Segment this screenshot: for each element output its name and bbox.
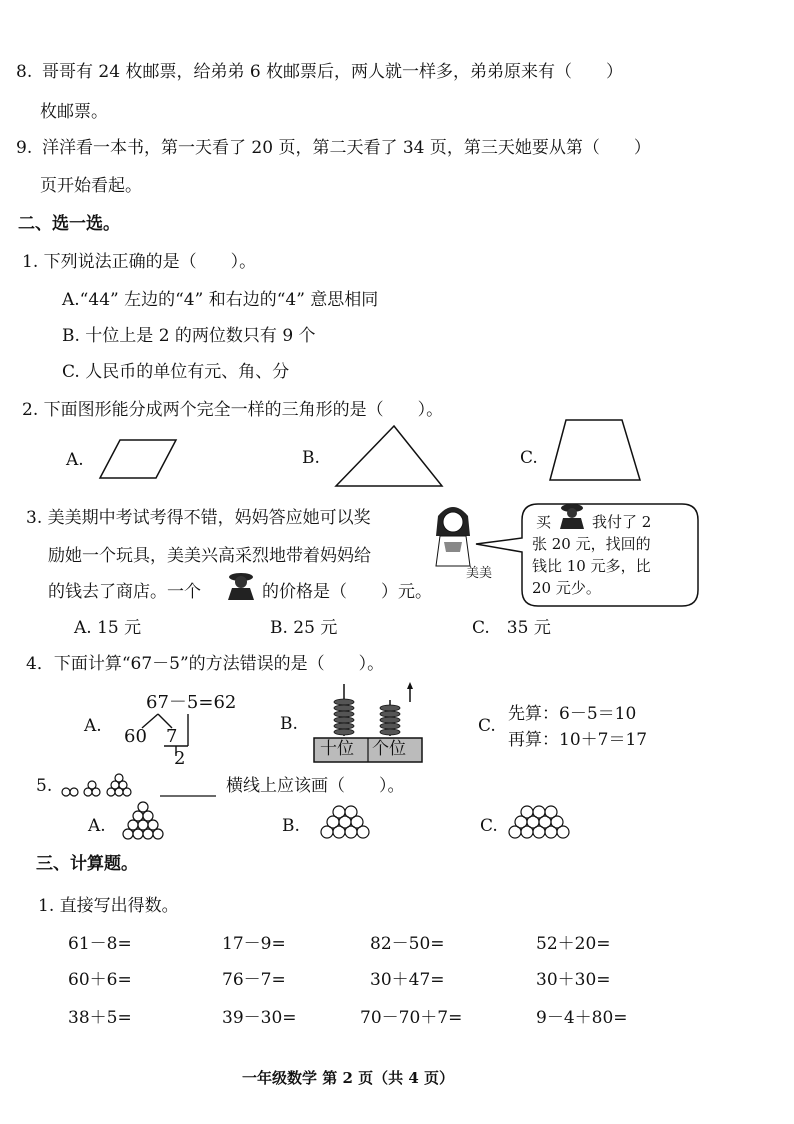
abacus-tens-label: 十位 xyxy=(320,739,354,759)
bubble-text-line3: 钱比 10 元多，比 xyxy=(532,557,651,575)
parallelogram-shape xyxy=(98,438,178,482)
section3-title: 三、计算题。 xyxy=(36,854,138,874)
s2-q1-option-b: B. 十位上是 2 的两位数只有 9 个 xyxy=(62,326,316,346)
s2-q3-option-c: C. 35 元 xyxy=(472,618,551,638)
q8-text-line2: 枚邮票。 xyxy=(40,102,108,122)
calc-r1-c4: 52＋20= xyxy=(536,934,611,954)
bubble-text-b: 我付了 2 xyxy=(592,513,652,531)
girl-name-label: 美美 xyxy=(466,566,493,581)
circle-triangle-option-a xyxy=(122,802,162,840)
toy-doll-icon xyxy=(226,570,256,602)
calc-r3-c1: 38＋5= xyxy=(68,1008,132,1028)
bubble-text-a: 买 xyxy=(536,513,552,531)
s2-q3-line2: 励她一个玩具，美美兴高采烈地带着妈妈给 xyxy=(48,546,371,566)
trapezoid-shape xyxy=(548,418,642,482)
s2-q3-line1: 3. 美美期中考试考得不错，妈妈答应她可以奖 xyxy=(26,508,371,528)
calc-r2-c3: 30＋47= xyxy=(370,970,445,990)
s2-q2-stem: 2. 下面图形能分成两个完全一样的三角形的是（ ）。 xyxy=(22,400,444,420)
method-c-line1: 先算：6－5＝10 xyxy=(508,704,637,724)
s2-q5-label-b: B. xyxy=(282,816,300,836)
page-footer: 一年级数学 第 2 页（共 4 页） xyxy=(242,1069,454,1087)
s2-q3-line3a: 的钱去了商店。一个 xyxy=(48,582,201,602)
s2-q2-label-c: C. xyxy=(520,448,538,468)
calc-r3-c3: 70－70＋7= xyxy=(360,1008,463,1028)
abacus-ones-label: 个位 xyxy=(372,739,406,759)
method-a-equation: 67－5=62 xyxy=(146,692,237,713)
calc-r3-c2: 39－30= xyxy=(222,1008,297,1028)
method-a-2: 2 xyxy=(174,748,186,769)
method-a-60: 60 xyxy=(124,726,147,747)
circle-triangle-option-c xyxy=(508,804,570,840)
s2-q4-label-c: C. xyxy=(478,716,496,736)
circle-pattern-sequence xyxy=(60,770,220,798)
s2-q2-label-b: B. xyxy=(302,448,320,468)
calc-r2-c2: 76－7= xyxy=(222,970,286,990)
q8-text-line1: 哥哥有 24 枚邮票，给弟弟 6 枚邮票后，两人就一样多，弟弟原来有（ ） xyxy=(42,62,624,82)
bubble-text-line4: 20 元少。 xyxy=(532,579,601,597)
s2-q5-number: 5. xyxy=(36,776,53,796)
q8-number: 8. xyxy=(16,62,33,82)
girl-meimei-icon xyxy=(430,502,476,568)
q9-text-line1: 洋洋看一本书，第一天看了 20 页，第二天看了 34 页，第三天她要从第（ ） xyxy=(42,138,651,158)
bubble-text-line2: 张 20 元，找回的 xyxy=(532,535,651,553)
s2-q5-label-c: C. xyxy=(480,816,498,836)
method-c-line2: 再算：10＋7＝17 xyxy=(508,730,648,750)
calc-r3-c4: 9－4＋80= xyxy=(536,1008,628,1028)
s2-q1-option-a: A.“44” 左边的“4” 和右边的“4” 意思相同 xyxy=(62,290,379,310)
calc-r1-c2: 17－9= xyxy=(222,934,286,954)
s2-q4-stem: 4．下面计算“67－5”的方法错误的是（ ）。 xyxy=(26,654,385,674)
q9-number: 9. xyxy=(16,138,33,158)
s2-q3-option-a: A. 15 元 xyxy=(74,618,142,638)
s2-q5-stem: 横线上应该画（ ）。 xyxy=(226,776,405,796)
s2-q3-line3b: 的价格是（ ）元。 xyxy=(262,582,432,602)
q9-text-line2: 页开始看起。 xyxy=(40,176,142,196)
calc-r1-c1: 61－8= xyxy=(68,934,132,954)
triangle-shape xyxy=(334,424,444,488)
calc-r1-c3: 82－50= xyxy=(370,934,445,954)
calc-r2-c4: 30＋30= xyxy=(536,970,611,990)
s2-q2-label-a: A. xyxy=(66,450,84,470)
s2-q1-stem: 1. 下列说法正确的是（ ）。 xyxy=(22,252,257,272)
s2-q5-label-a: A. xyxy=(88,816,106,836)
bubble-toy-icon xyxy=(558,502,586,530)
calc-r2-c1: 60＋6= xyxy=(68,970,132,990)
method-a-7: 7 xyxy=(166,726,178,747)
s2-q1-option-c: C. 人民币的单位有元、角、分 xyxy=(62,362,290,382)
section2-title: 二、选一选。 xyxy=(18,214,120,234)
s2-q3-option-b: B. 25 元 xyxy=(270,618,338,638)
circle-triangle-option-b xyxy=(320,804,372,840)
s3-q1-stem: 1. 直接写出得数。 xyxy=(38,896,179,916)
s2-q4-label-b: B. xyxy=(280,714,298,734)
s2-q4-label-a: A. xyxy=(84,716,102,736)
